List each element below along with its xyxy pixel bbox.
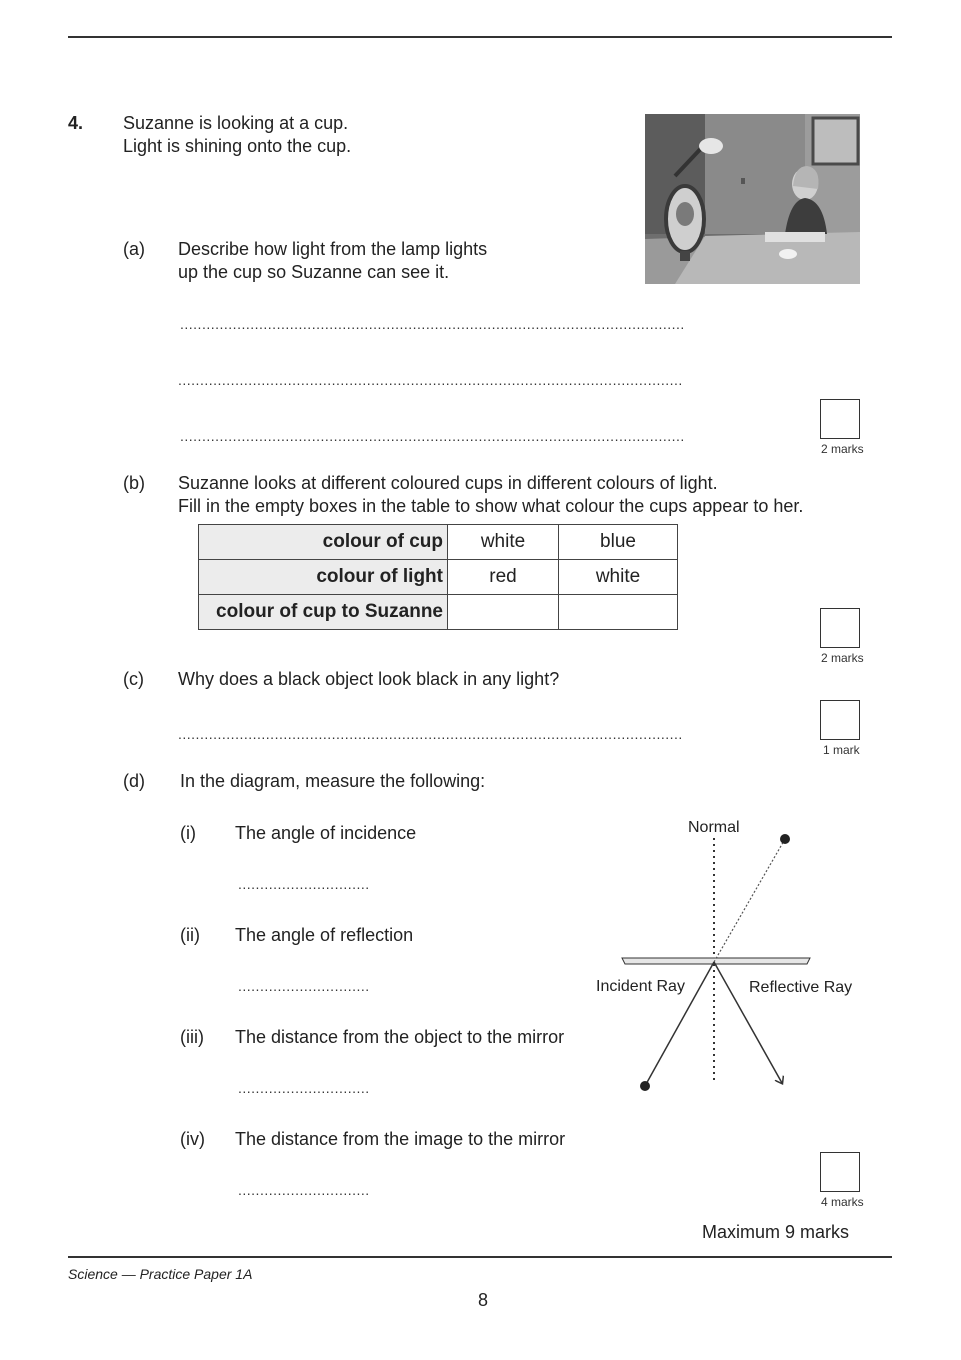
part-d-marks-box [820, 1152, 860, 1192]
table-cell: blue [559, 525, 678, 560]
part-d-item-ii-answer[interactable]: .............................. [238, 978, 370, 994]
cup-colour-table [198, 524, 678, 630]
part-a-answer-line-3[interactable]: ................................................................................................................... [180, 428, 685, 444]
photo-suzanne-lamp-mirror [645, 114, 860, 284]
part-d-item-i-text: The angle of incidence [235, 823, 417, 843]
part-d-item-iii-label: (iii) [180, 1027, 204, 1047]
table-cell: white [448, 525, 559, 560]
answer-cell-white-cup[interactable] [448, 595, 559, 630]
part-a-text-line-2: up the cup so Suzanne can see it. [178, 262, 450, 282]
table-cell: white [559, 560, 678, 595]
part-d-marks-label: 4 marks [821, 1195, 864, 1209]
bottom-rule [68, 1256, 892, 1258]
part-c-marks-label: 1 mark [823, 743, 860, 757]
page-number: 8 [478, 1290, 489, 1310]
part-a-marks-box [820, 399, 860, 439]
part-c-text: Why does a black object look black in any light? [178, 669, 560, 689]
part-d-item-iv-text: The distance from the image to the mirror [235, 1129, 566, 1149]
part-d-item-iv-answer[interactable]: .............................. [238, 1182, 370, 1198]
normal-label: Normal [688, 819, 740, 836]
top-rule [68, 36, 892, 38]
part-d-item-ii-text: The angle of reflection [235, 925, 414, 945]
part-c-label: (c) [123, 669, 144, 689]
row-header-colour-of-cup-to-suzanne: colour of cup to Suzanne [199, 595, 448, 630]
part-c-marks-box [820, 700, 860, 740]
reflective-ray-label: Reflective Ray [749, 979, 853, 996]
row-header-colour-of-light: colour of light [199, 560, 448, 595]
object-point [640, 1081, 650, 1091]
part-d-label: (d) [123, 771, 145, 791]
maximum-marks: Maximum 9 marks [702, 1222, 850, 1242]
question-number: 4. [68, 113, 84, 133]
table-row [199, 560, 678, 595]
question-intro-line-1: Suzanne is looking at a cup. [123, 113, 349, 133]
part-b-marks-label: 2 marks [821, 651, 864, 665]
part-d-item-i-answer[interactable]: .............................. [238, 876, 370, 892]
part-a-answer-line-2[interactable]: ................................................................................................................... [178, 372, 683, 388]
part-a-answer-line-1[interactable]: ................................................................................................................... [180, 316, 685, 332]
part-b-label: (b) [123, 473, 145, 493]
part-b-marks-box [820, 608, 860, 648]
part-d-item-ii-label: (ii) [180, 925, 200, 945]
part-b-text-line-1: Suzanne looks at different coloured cups in different colours of light. [178, 473, 718, 493]
image-point [780, 834, 790, 844]
mirror-reflection-diagram [590, 810, 870, 1100]
part-d-item-iii-answer[interactable]: .............................. [238, 1080, 370, 1096]
part-b-text-line-2: Fill in the empty boxes in the table to show what colour the cups appear to her. [178, 496, 804, 516]
row-header-colour-of-cup: colour of cup [199, 525, 448, 560]
table-row [199, 595, 678, 630]
image-ray-line [714, 839, 785, 962]
part-a-text-line-1: Describe how light from the lamp lights [178, 239, 488, 259]
footer-title: Science — Practice Paper 1A [68, 1266, 253, 1282]
part-d-item-i-label: (i) [180, 823, 196, 843]
part-d-text: In the diagram, measure the following: [180, 771, 486, 791]
incident-ray-label: Incident Ray [596, 978, 685, 995]
part-d-item-iv-label: (iv) [180, 1129, 205, 1149]
mirror [622, 958, 810, 964]
table-cell: red [448, 560, 559, 595]
part-c-answer-line[interactable]: ................................................................................................................... [178, 726, 683, 742]
part-a-marks-label: 2 marks [821, 442, 864, 456]
part-d-item-iii-text: The distance from the object to the mirror [235, 1027, 565, 1047]
table-row [199, 525, 678, 560]
part-a-label: (a) [123, 239, 145, 259]
question-intro-line-2: Light is shining onto the cup. [123, 136, 352, 156]
answer-cell-blue-cup[interactable] [559, 595, 678, 630]
